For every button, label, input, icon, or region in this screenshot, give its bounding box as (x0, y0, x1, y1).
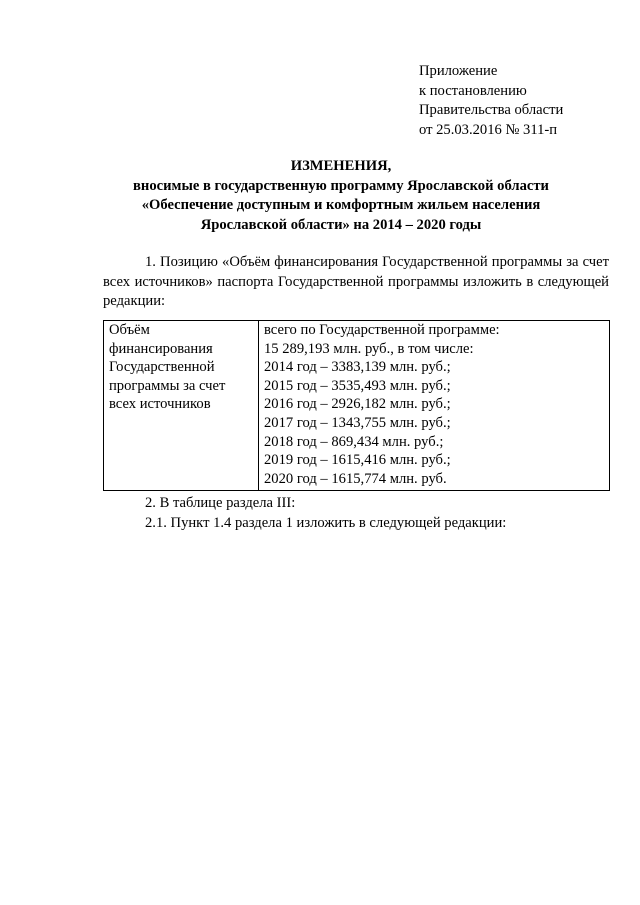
table-label-cell: Объём финансирования Государственной программы за счет всех источников (104, 321, 259, 491)
title-line: вносимые в государственную программу Ярославской области (133, 177, 549, 194)
title-line: Ярославской области» на 2014 – 2020 годы (200, 216, 482, 233)
year-line: 2014 год – 3383,139 млн. руб.; (264, 359, 451, 376)
table-row (104, 321, 610, 491)
year-line: 2020 год – 1615,774 млн. руб. (264, 470, 447, 487)
paragraph-2: 2. В таблице раздела III: (145, 495, 296, 511)
appendix-line: Приложение (419, 63, 498, 79)
appendix-line: Правительства области (419, 102, 564, 118)
financing-table (103, 320, 610, 491)
document-title (60, 157, 622, 235)
paragraph-2-1: 2.1. Пункт 1.4 раздела 1 изложить в следующей редакции: (145, 515, 507, 531)
table-value-cell (259, 321, 610, 491)
year-line: 2015 год – 3535,493 млн. руб.; (264, 377, 451, 394)
total-value: 15 289,193 млн. руб., в том числе: (264, 340, 474, 357)
year-line: 2018 год – 869,434 млн. руб.; (264, 433, 444, 450)
year-line: 2017 год – 1343,755 млн. руб.; (264, 414, 451, 431)
total-line: всего по Государственной программе: (264, 322, 500, 338)
appendix-header (419, 62, 619, 140)
title-heading: ИЗМЕНЕНИЯ, (290, 158, 392, 174)
year-line: 2016 год – 2926,182 млн. руб.; (264, 396, 451, 413)
appendix-date-number: от 25.03.2016 № 311-п (419, 121, 558, 138)
year-line: 2019 год – 1615,416 млн. руб.; (264, 452, 451, 469)
paragraph-1: 1. Позицию «Объём финансирования Государственной программы за счет всех источников» паспорта Государственной программы изложить в следующей редакции: (103, 254, 609, 309)
appendix-line: к постановлению (419, 82, 527, 99)
title-line: «Обеспечение доступным и комфортным жильем населения (141, 197, 541, 213)
